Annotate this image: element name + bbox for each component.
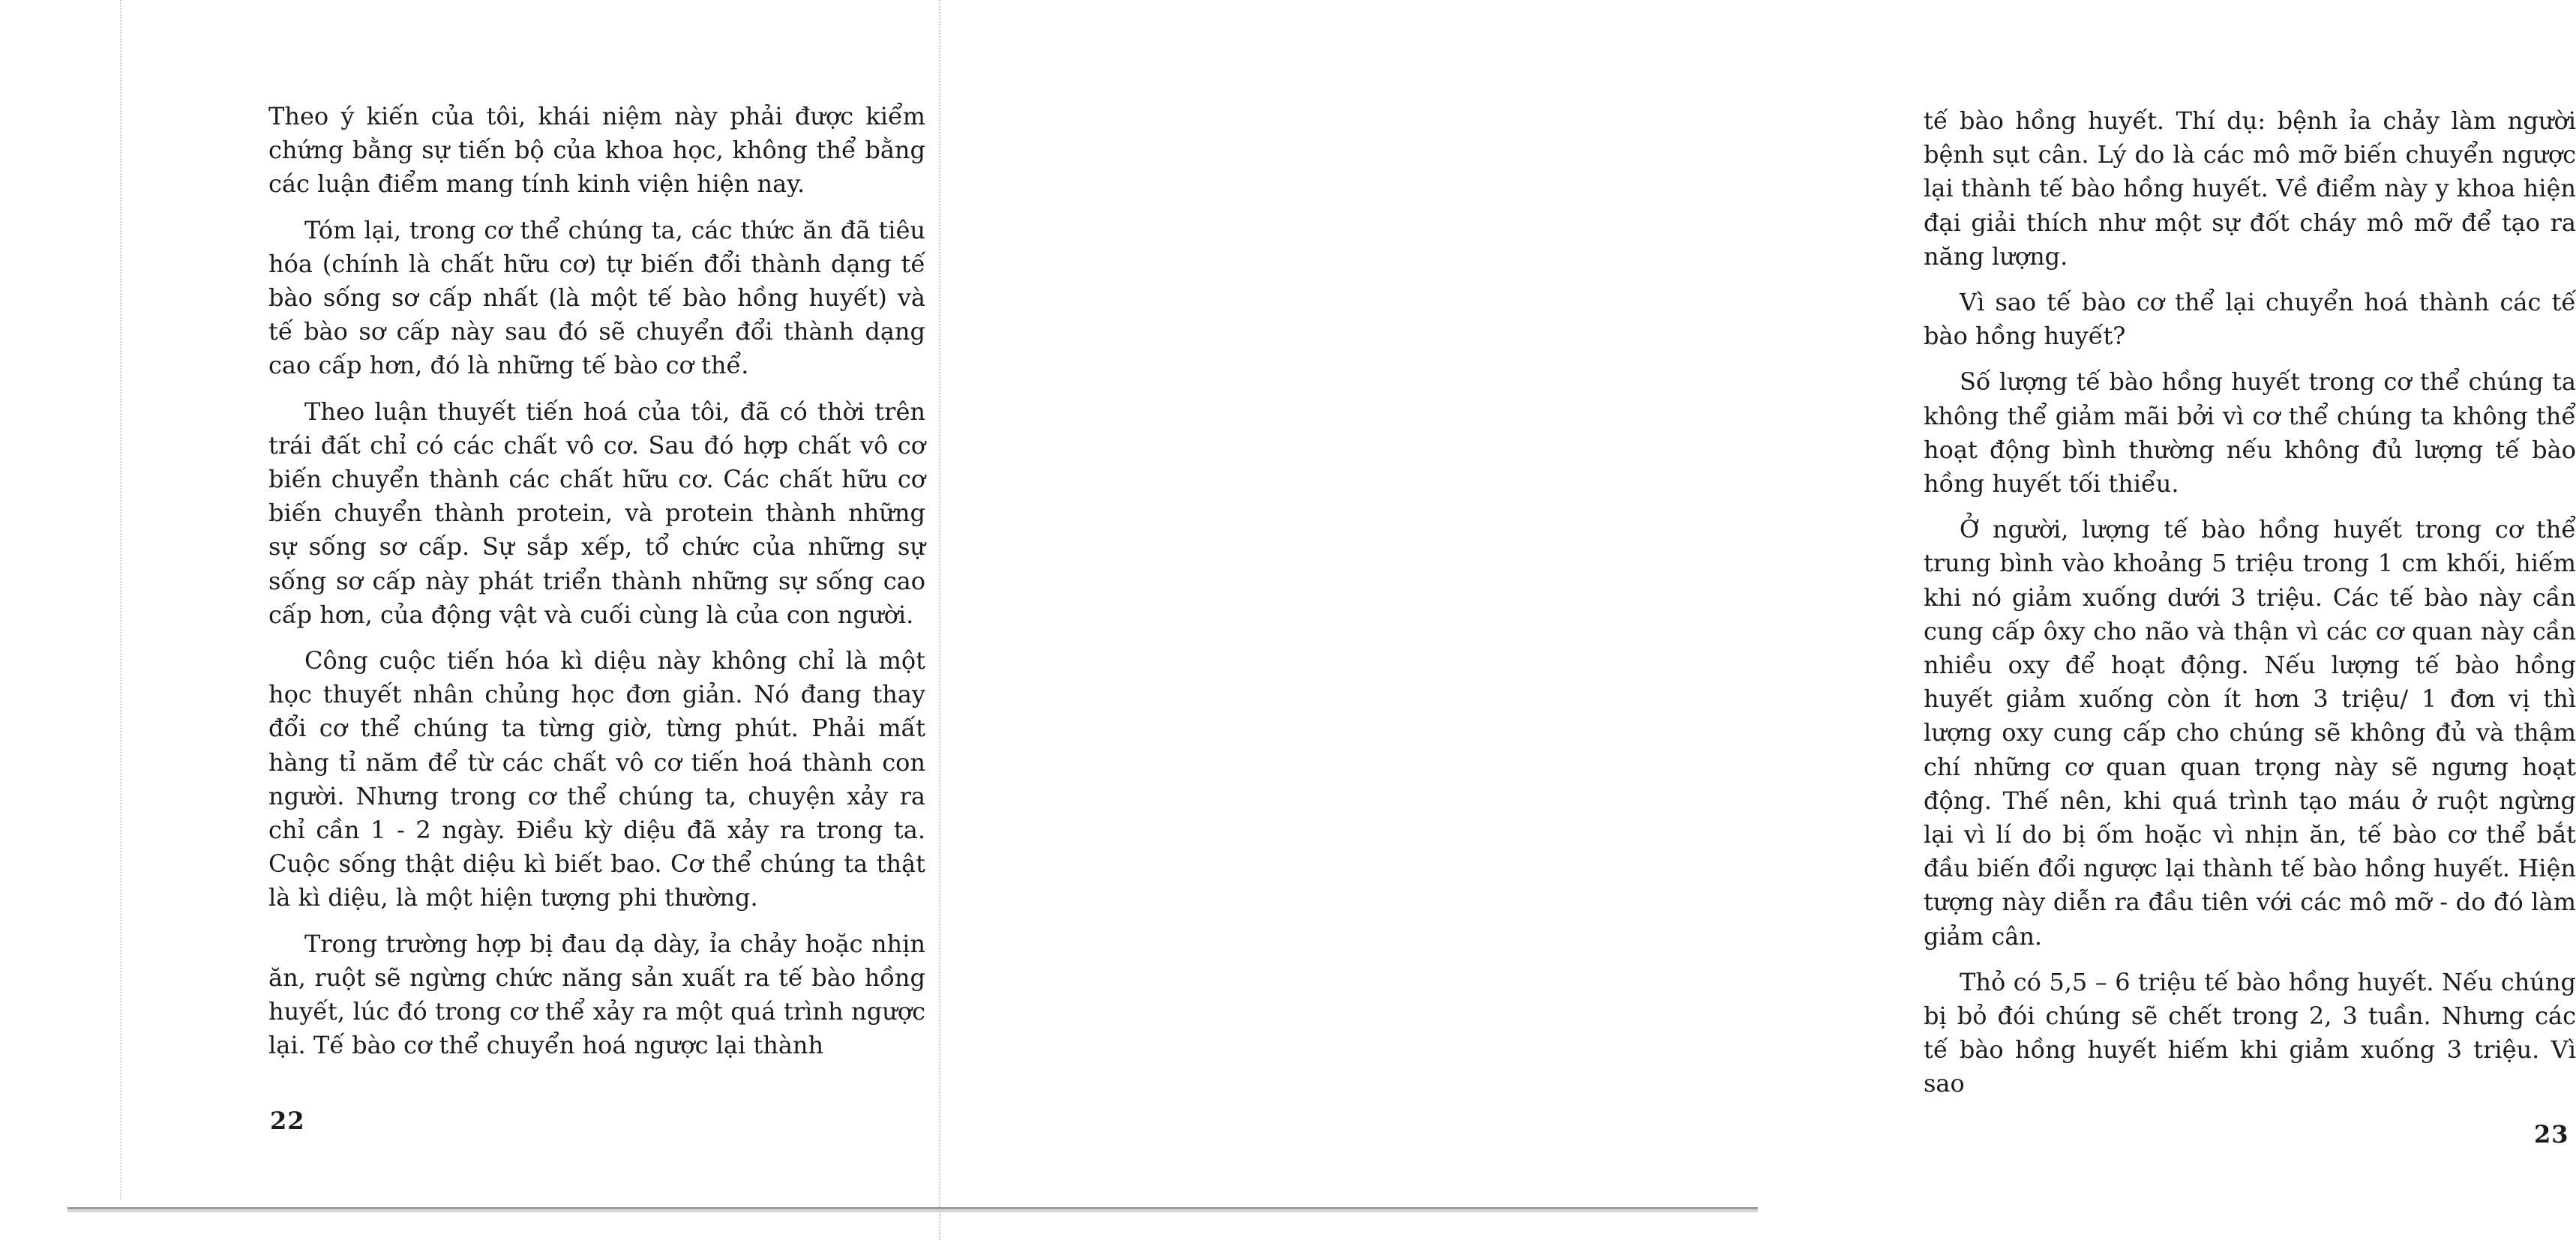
paragraph: Theo ý kiến của tôi, khái niệm này phải được kiểm chứng bằng sự tiến bộ của khoa học, không thể bằng các luận điểm mang tính kinh viện hiện nay.	[268, 102, 925, 199]
page-number-left: 22	[270, 1107, 305, 1135]
paragraph: Công cuộc tiến hóa kì diệu này không chỉ là một học thuyết nhân chủng học đơn giản. Nó đang thay đổi cơ thể chúng ta từng giờ, từng phút. Phải mất hàng tỉ năm để từ các chất vô cơ tiến hoá thành con người. Nhưng trong cơ thể chúng ta, chuyện xảy ra chỉ cần 1 - 2 ngày. Điều kỳ diệu đã xảy ra trong ta. Cuộc sống thật diệu kì biết bao. Cơ thể chúng ta thật là kì diệu, là một hiện tượng phi thường.	[268, 646, 925, 912]
paragraph: Tóm lại, trong cơ thể chúng ta, các thức ăn đã tiêu hóa (chính là chất hữu cơ) tự biến đổi thành dạng tế bào sống sơ cấp nhất (là một tế bào hồng huyết) và tế bào sơ cấp này sau đó sẽ chuyển đổi thành dạng cao cấp hơn, đó là những tế bào cơ thể.	[268, 215, 925, 380]
right-page-text	[1924, 104, 2576, 1113]
paragraph: Thỏ có 5,5 – 6 triệu tế bào hồng huyết. Nếu chúng bị bỏ đói chúng sẽ chết trong 2, 3 tuần. Nhưng các tế bào hồng huyết hiếm khi giảm xuống 3 triệu. Vì sao	[1924, 967, 2576, 1098]
paragraph: Số lượng tế bào hồng huyết trong cơ thể chúng ta không thể giảm mãi bởi vì cơ thể chúng ta không thể hoạt động bình thường nếu không đủ lượng tế bào hồng huyết tối thiểu.	[1924, 367, 2576, 499]
paragraph: Trong trường hợp bị đau dạ dày, ỉa chảy hoặc nhịn ăn, ruột sẽ ngừng chức năng sản xuất ra tế bào hồng huyết, lúc đó trong cơ thể xảy ra một quá trình ngược lại. Tế bào cơ thể chuyển hoá ngược lại thành	[268, 929, 925, 1060]
left-page	[0, 0, 941, 1240]
left-page-text	[268, 100, 925, 1074]
paragraph: tế bào hồng huyết. Thí dụ: bệnh ỉa chảy làm người bệnh sụt cân. Lý do là các mô mỡ biến chuyển ngược lại thành tế bào hồng huyết. Về điểm này y khoa hiện đại giải thích như một sự đốt cháy mô mỡ để tạo ra năng lượng.	[1924, 106, 2576, 271]
paragraph: Theo luận thuyết tiến hoá của tôi, đã có thời trên trái đất chỉ có các chất vô cơ. Sau đó hợp chất vô cơ biến chuyển thành các chất hữu cơ. Các chất hữu cơ biến chuyển thành protein, và protein thành những sự sống sơ cấp. Sự sắp xếp, tổ chức của những sự sống sơ cấp này phát triển thành những sự sống cao cấp hơn, của động vật và cuối cùng là của con người.	[268, 397, 925, 629]
scan-bottom-shadow	[67, 1209, 1758, 1212]
paragraph: Vì sao tế bào cơ thể lại chuyển hoá thành các tế bào hồng huyết?	[1924, 288, 2576, 351]
page-number-right: 23	[2534, 1120, 2569, 1149]
right-page	[941, 0, 2576, 1240]
paragraph: Ở người, lượng tế bào hồng huyết trong cơ thể trung bình vào khoảng 5 triệu trong 1 cm khối, hiếm khi nó giảm xuống dưới 3 triệu. Các tế bào này cần cung cấp ôxy cho não và thận vì các cơ quan này cần nhiều oxy để hoạt động. Nếu lượng tế bào hồng huyết giảm xuống còn ít hơn 3 triệu/ 1 đơn vị thì lượng oxy cung cấp cho chúng sẽ không đủ và thậm chí những cơ quan quan trọng này sẽ ngưng hoạt động. Thế nên, khi quá trình tạo máu ở ruột ngừng lại vì lí do bị ốm hoặc vì nhịn ăn, tế bào cơ thể bắt đầu biến đổi ngược lại thành tế bào hồng huyết. Hiện tượng này diễn ra đầu tiên với các mô mỡ - do đó làm giảm cân.	[1924, 515, 2576, 951]
